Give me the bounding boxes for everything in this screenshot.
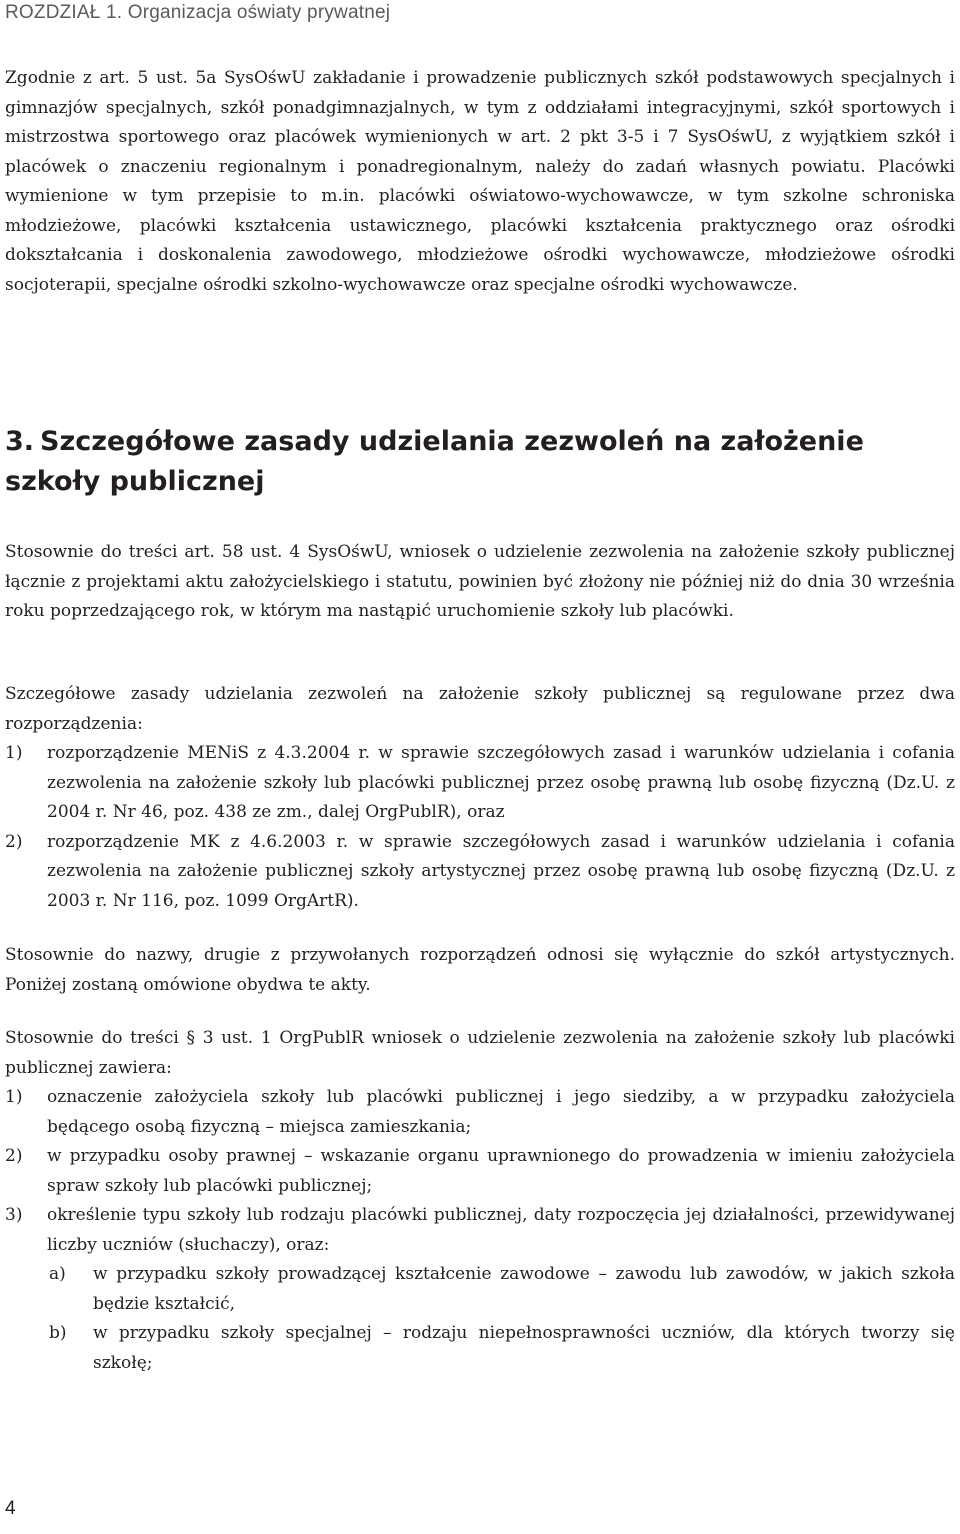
chapter-header: ROZDZIAŁ 1. Organizacja oświaty prywatnej xyxy=(5,2,391,23)
list-item xyxy=(5,1201,955,1260)
list-marker: 2) xyxy=(5,831,23,852)
list-item-text: w przypadku osoby prawnej – wskazanie organu uprawnionego do prowadzenia w imieniu założyciela spraw szkoły lub placówki publicznej; xyxy=(47,1146,955,1196)
list-item xyxy=(5,1083,955,1142)
list-item xyxy=(49,1260,955,1319)
application-contents-list xyxy=(5,1083,955,1378)
list-item-text: oznaczenie założyciela szkoły lub placówki publicznej i jego siedziby, a w przypadku założyciela będącego osobą fizyczną – miejsca zamieszkania; xyxy=(47,1087,955,1137)
paragraph-text: Stosownie do treści art. 58 ust. 4 SysOśwU, wniosek o udzielenie zezwolenia na założenie szkoły publicznej łącznie z projektami aktu założycielskiego i statutu, powinien być złożony nie później niż do dnia 30 września roku poprzedzającego rok, w którym ma nastąpić uruchomienie szkoły lub placówki. xyxy=(5,542,955,621)
section-title: Szczegółowe zasady udzielania zezwoleń na założenie szkoły publicznej xyxy=(5,426,864,497)
list-marker: 3) xyxy=(5,1205,23,1225)
list-marker: 1) xyxy=(5,743,23,763)
list-item xyxy=(49,1319,955,1378)
list-item-text: w przypadku szkoły specjalnej – rodzaju niepełnosprawności uczniów, dla których tworzy się szkołę; xyxy=(93,1323,955,1373)
section-number: 3. xyxy=(5,426,35,457)
paragraph-text: Szczegółowe zasady udzielania zezwoleń na założenie szkoły publicznej są regulowane przez dwa rozporządzenia: xyxy=(5,684,955,734)
paragraph-regulations-intro xyxy=(5,680,955,739)
paragraph-application-contents xyxy=(5,1024,955,1083)
page-number: 4 xyxy=(5,1498,16,1519)
regulations-list xyxy=(5,739,955,916)
intro-paragraph xyxy=(5,64,955,300)
list-item-text: rozporządzenie MK z 4.6.2003 r. w sprawie szczegółowych zasad i warunków udzielania i cofania zezwolenia na założenie publicznej szkoły artystycznej przez osobę prawną lub osobę fizyczną (Dz.U. z 2003 r. Nr 116, poz. 1099 OrgArtR). xyxy=(47,831,955,911)
list-item xyxy=(5,1142,955,1201)
list-item-text: w przypadku szkoły prowadzącej kształcenie zawodowe – zawodu lub zawodów, w jakich szkoła będzie kształcić, xyxy=(93,1264,955,1314)
paragraph-text: Stosownie do treści § 3 ust. 1 OrgPublR wniosek o udzielenie zezwolenia na założenie szkoły lub placówki publicznej zawiera: xyxy=(5,1028,955,1078)
section-heading xyxy=(5,422,955,502)
list-item-text: rozporządzenie MENiS z 4.3.2004 r. w sprawie szczegółowych zasad i warunków udzielania i cofania zezwolenia na założenie szkoły lub placówki publicznej przez osobę prawną lub osobę fizyczną (Dz.U. z 2004 r. Nr 46, poz. 438 ze zm., dalej OrgPublR), oraz xyxy=(47,743,955,822)
list-item xyxy=(5,828,955,917)
paragraph-text: Zgodnie z art. 5 ust. 5a SysOśwU zakładanie i prowadzenie publicznych szkół podstawowych specjalnych i gimnazjów specjalnych, szkół ponadgimnazjalnych, w tym z oddziałami integracyjnymi, szkół sportowych i mistrzostwa sportowego oraz placówek wymienionych w art. 2 pkt 3-5 i 7 SysOśwU, z wyjątkiem szkół i placówek o znaczeniu regionalnym i ponadregionalnym, należy do zadań własnych powiatu. Placówki wymienione w tym przepisie to m.in. placówki oświatowo-wychowawcze, w tym szkolne schroniska młodzieżowe, placówki kształcenia ustawicznego, placówki kształcenia praktycznego oraz ośrodki dokształcania i doskonalenia zawodowego, młodzieżowe ośrodki wychowawcze, młodzieżowe ośrodki socjoterapii, specjalne ośrodki szkolno-wychowawcze oraz specjalne ośrodki wychowawcze. xyxy=(5,68,955,295)
paragraph-art-schools xyxy=(5,941,955,1000)
list-marker: b) xyxy=(49,1323,67,1343)
list-marker: a) xyxy=(49,1264,66,1284)
list-marker: 2) xyxy=(5,1146,23,1166)
list-item xyxy=(5,739,955,828)
paragraph-submission-deadline xyxy=(5,538,955,627)
paragraph-text: Stosownie do nazwy, drugie z przywołanych rozporządzeń odnosi się wyłącznie do szkół artystycznych. Poniżej zostaną omówione obydwa te akty. xyxy=(5,945,955,995)
list-item-text: określenie typu szkoły lub rodzaju placówki publicznej, daty rozpoczęcia jej działalności, przewidywanej liczby uczniów (słuchaczy), oraz: xyxy=(47,1205,955,1255)
list-marker: 1) xyxy=(5,1087,23,1107)
sublist xyxy=(49,1260,955,1378)
